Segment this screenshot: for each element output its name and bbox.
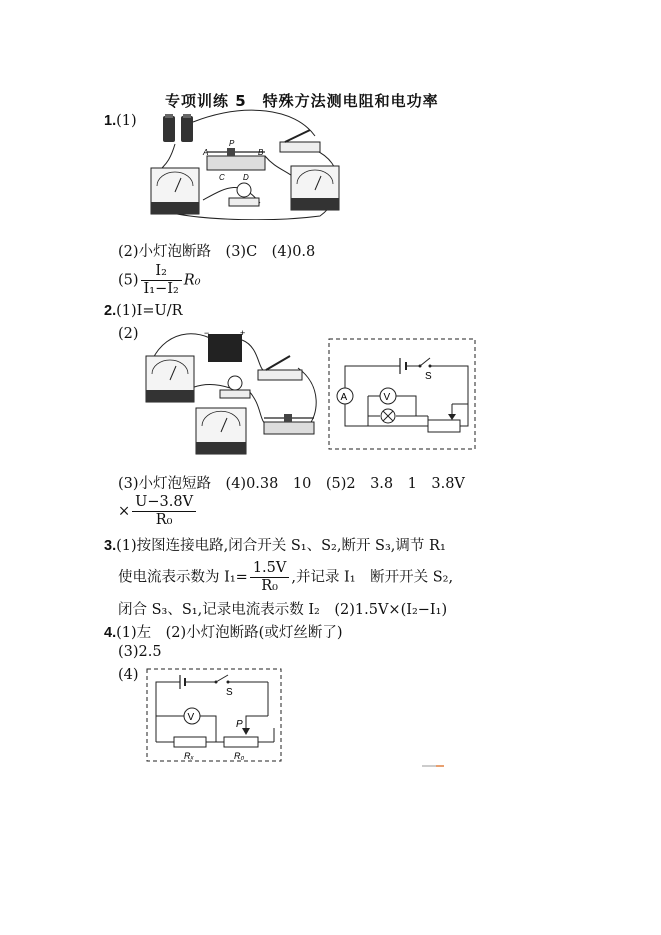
q2-number: 2. [104,303,117,319]
q1-part5-fraction [141,263,182,298]
q3-fraction-denominator: R₀ [261,578,278,594]
label-p: P [229,139,235,148]
q4-part1-2: (1)左 (2)小灯泡断路(或灯丝断了) [116,625,343,641]
q3-number: 3. [104,538,117,554]
q1-circuit-photo [145,108,345,220]
rx-label: Rₓ [184,751,194,761]
q1-part5-label: (5) [118,272,139,289]
q2-header [104,303,183,319]
switch-base [258,370,302,380]
q3-line3: 闭合 S₃、S₁,记录电流表示数 I₂ (2)1.5V×(I₂−I₁) [118,602,448,618]
q4-circuit-diagram [146,668,282,762]
switch-blade [216,675,228,682]
q3-line2-prefix: 使电流表示数为 I₁= [118,569,248,586]
ammeter-label: A [340,392,348,403]
q2-part3-5: (3)小灯泡短路 (4)0.38 10 (5)2 3.8 1 3.8V [118,476,465,492]
battery-cell-right [181,116,193,142]
q2-part1: (1)I=U/R [116,303,183,319]
q2-times-sign: × [118,503,131,520]
switch-lever [285,130,310,142]
q2-part2-label: (2) [118,326,139,342]
label-a: A [203,148,209,157]
label-c: C [219,173,225,182]
bulb-holder [229,198,259,206]
q3-fraction-numerator: 1.5V [250,560,290,578]
q3-line1 [104,534,446,555]
q1-part5-r0: R₀ [183,272,201,289]
q3-line1-text: (1)按图连接电路,闭合开关 S₁、S₂,断开 S₃,调节 R₁ [116,538,446,554]
q1-part5 [118,263,201,298]
label-b: B [258,148,264,157]
q2-circuit-diagram [328,338,476,450]
svg-text:+: + [240,328,246,338]
q1-part2-4: (2)小灯泡断路 (3)C (4)0.8 [118,244,316,260]
q1-part1-label: (1) [116,113,137,129]
voltmeter-label: V [383,392,391,403]
q2-fraction [132,494,196,529]
r0-rheostat [224,737,258,747]
rx-resistor [174,737,206,747]
q2-fraction-numerator: U−3.8V [132,494,196,512]
corner-mark-icon [422,764,444,768]
rheostat-coil [207,156,265,170]
slider-arrow [242,728,250,735]
switch-blade [420,358,430,366]
page-title: 专项训练 5 特殊方法测电阻和电功率 [165,92,439,110]
dashed-frame [147,669,281,761]
q1-header [104,113,137,129]
q3-line2 [118,560,453,595]
label-d: D [243,173,249,182]
q4-part3: (3)2.5 [118,644,162,660]
switch-base [280,142,320,152]
slider-label: P [236,719,243,730]
battery-cell-left [163,116,175,142]
bulb-holder [220,390,250,398]
rheostat-slider [284,414,292,422]
q1-number: 1. [104,113,117,129]
switch-lever [266,356,290,370]
bulb [237,183,251,197]
rheostat-arrow [448,414,456,420]
rheostat-slider [227,148,235,156]
voltmeter-label: V [187,712,195,723]
r0-label: R₀ [234,751,245,761]
rheostat-symbol [428,420,460,432]
q1-part5-denominator: I₁−I₂ [143,281,179,297]
switch-label: S [226,687,233,698]
q2-circuit-photo [138,326,324,458]
q2-fraction-denominator: R₀ [155,512,173,528]
q3-fraction [250,560,290,595]
switch-label: S [425,371,432,382]
q4-part4-label: (4) [118,667,139,683]
q4-line1 [104,621,343,642]
svg-text:−: − [204,328,210,338]
q3-line2-suffix: ,并记录 I₁ 断开开关 S₂, [291,569,454,586]
q2-part5-expr [118,494,198,529]
q4-number: 4. [104,625,117,641]
battery-box [208,334,242,362]
q1-part5-numerator: I₂ [141,263,182,281]
rheostat-coil [264,422,314,434]
bulb [228,376,242,390]
